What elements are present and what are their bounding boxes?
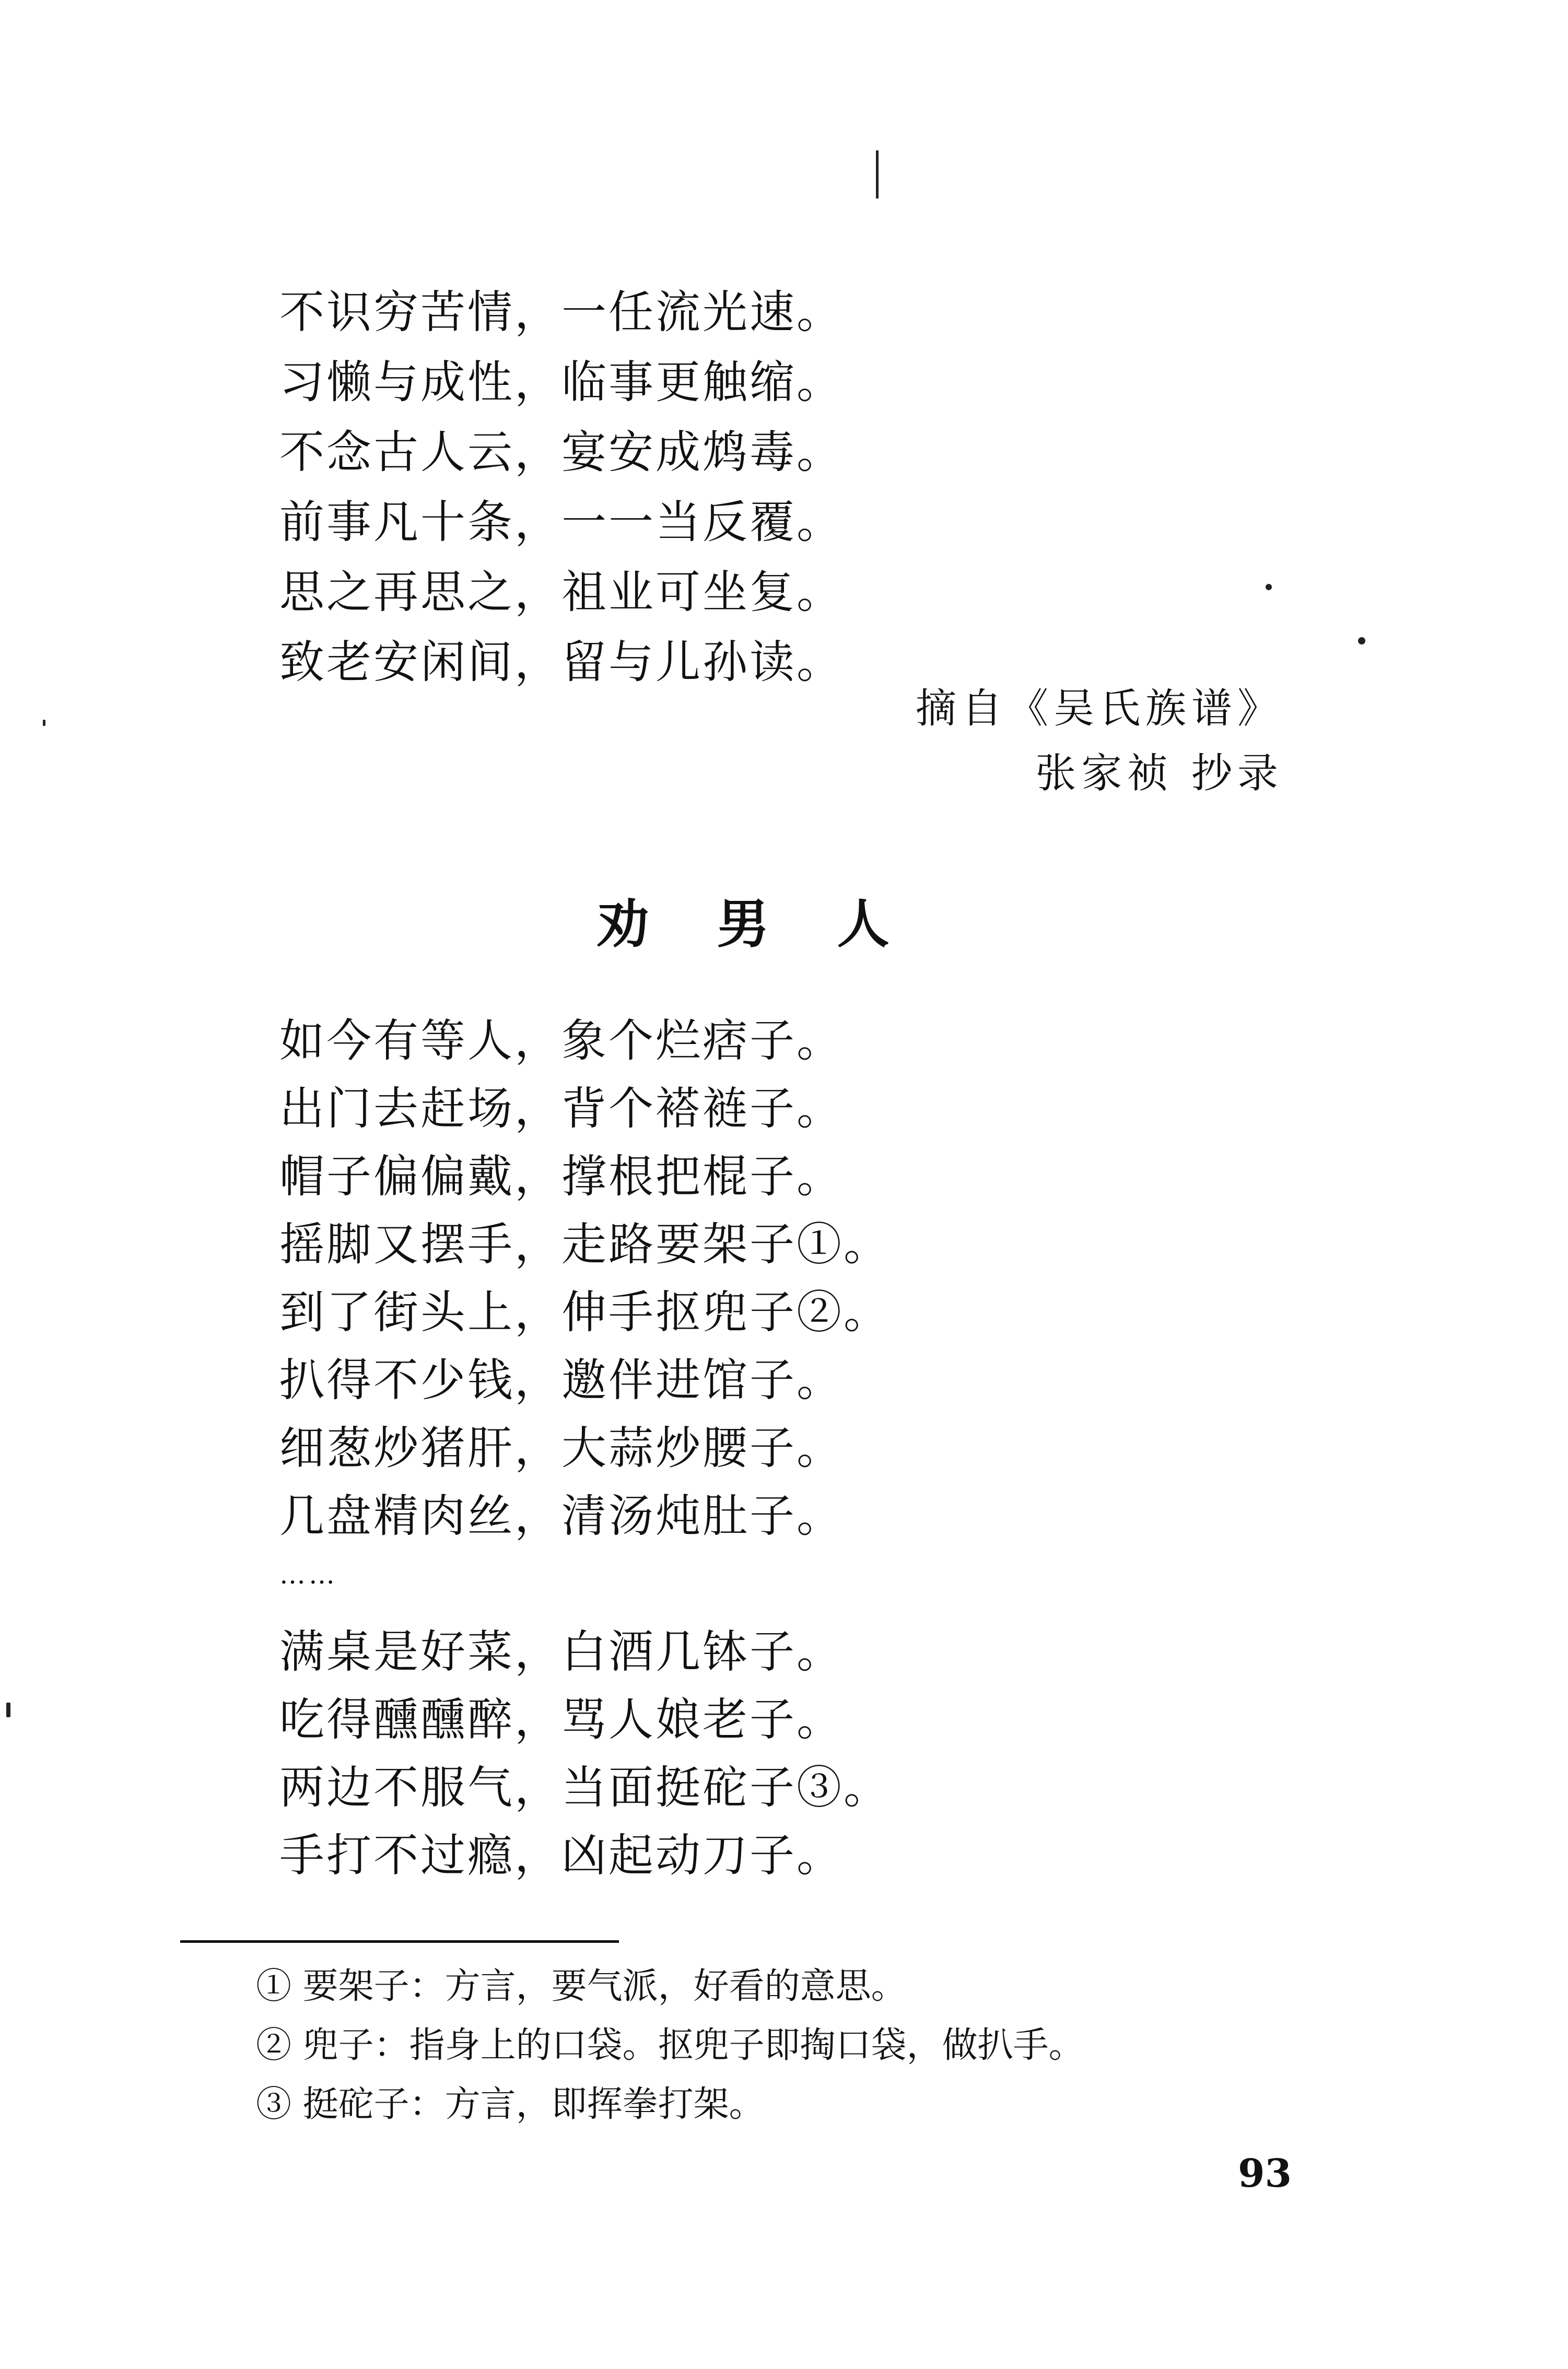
poem-line: 扒得不少钱，邀伴进馆子。 <box>279 1354 844 1406</box>
footnote: ① 要架子：方言，要气派，好看的意思。 <box>256 1966 907 2007</box>
verse-line: 不念古人云，宴安成鸩毒。 <box>279 426 844 478</box>
footnotes <box>256 1966 1084 2146</box>
poem-line: 出门去赶场，背个褡裢子。 <box>279 1083 844 1135</box>
poem-verse <box>279 1015 891 1901</box>
footnote: ③ 挺砣子：方言，即挥拳打架。 <box>256 2084 765 2125</box>
footnote: ② 兜子：指身上的口袋。抠兜子即掏口袋，做扒手。 <box>256 2025 1084 2066</box>
verse-line: 不识穷苦情，一任流光速。 <box>279 286 844 338</box>
scan-speck <box>1266 584 1272 590</box>
poem-line: 如今有等人，象个烂痞子。 <box>279 1015 844 1067</box>
poem-title: 劝男人 <box>596 894 957 955</box>
transcriber-attribution: 张家祯 抄录 <box>1035 750 1283 797</box>
poem-line: 几盘精肉丝，清汤炖肚子。 <box>279 1490 844 1542</box>
source-attribution: 摘自《吴氏族谱》 <box>915 685 1283 732</box>
poem-line: 满桌是好菜，白酒几钵子。 <box>279 1626 844 1678</box>
poem-line: 细葱炒猪肝，大蒜炒腰子。 <box>279 1422 844 1474</box>
poem-line: 吃得醺醺醉，骂人娘老子。 <box>279 1694 844 1746</box>
poem-line: 帽子偏偏戴，撑根把棍子。 <box>279 1151 844 1203</box>
scan-speck <box>1358 637 1365 644</box>
verse-line: 思之再思之，祖业可坐复。 <box>279 566 844 618</box>
poem-line: 摇脚又摆手，走路要架子①。 <box>279 1218 891 1271</box>
excerpt-verse <box>279 286 844 710</box>
footnote-divider <box>180 1940 619 1943</box>
poem-line: 两边不服气，当面挺砣子③。 <box>279 1762 891 1814</box>
poem-ellipsis: …… <box>279 1559 338 1590</box>
margin-mark <box>876 150 879 198</box>
verse-line: 前事凡十条，一一当反覆。 <box>279 496 844 548</box>
scan-speck <box>43 720 45 726</box>
poem-line: 到了街头上，伸手抠兜子②。 <box>279 1286 891 1339</box>
verse-line: 致老安闲间，留与儿孙读。 <box>279 636 844 688</box>
poem-line: 手打不过瘾，凶起动刀子。 <box>279 1829 844 1882</box>
verse-line: 习懒与成性，临事更触缩。 <box>279 356 844 408</box>
scan-speck <box>6 1703 10 1717</box>
page-number: 93 <box>1238 2151 1292 2196</box>
